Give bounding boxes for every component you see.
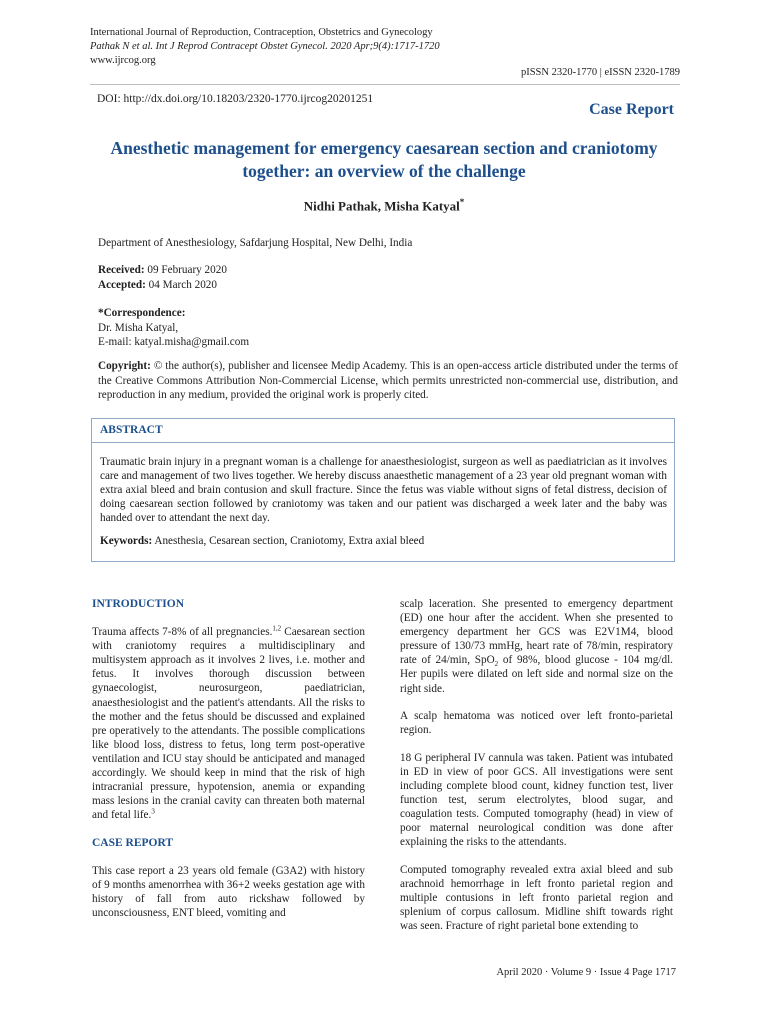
keywords-list: Anesthesia, Cesarean section, Craniotomy, Extra axial bleed [152,535,425,547]
correspondence-name: Dr. Misha Katyal, [98,321,179,334]
intro-text-a: Trauma affects 7-8% of all pregnancies. [92,626,273,639]
journal-header [90,26,440,68]
copyright-label: Copyright: [98,360,151,372]
reference-marker[interactable]: 1,2 [272,624,282,633]
abstract-divider [92,442,674,443]
accepted-date: 04 March 2020 [145,278,217,291]
abstract-heading: ABSTRACT [100,424,163,436]
dates [98,263,678,292]
authors [0,197,768,214]
case-report-paragraph [400,597,673,696]
received-date: 09 February 2020 [144,264,227,276]
intro-text-b: Caesarean section with craniotomy requires a multidisciplinary and multisystem approach as it involves 2 lives, i.e. mother and fetus. It involves thorough discussion between gynaecologist, neurosurgeon, paediatrician, anaesthesiologist and the patient's attendants. All the risks to the mother and the fetus should be discussed and explained pre operatively to the attendants. The possible complications like blood loss, distress to fetus, long term post-operative ventilation and ICU stay should be anticipated and managed accordingly. We should keep in mind that the risk of high intracranial pressure, hypotension, anemia or expanding mass lesions in the cranial cavity can threaten both maternal and fetal life. [92,626,365,822]
article-title: Anesthetic management for emergency caesarean section and craniotomy together: an overview of the challenge [110,138,658,181]
copyright [98,359,678,403]
case-text-b: of 98%, blood glucose - 104 mg/dl. Her pupils were dilated on left side and normal size on the right side. [400,654,673,695]
introduction-heading: INTRODUCTION [92,598,185,610]
copyright-text: © the author(s), publisher and licensee Medip Academy. This is an open-access article distributed under the terms of the Creative Commons Attribution Non-Commercial License, which permits unrestricted non-commercial use, distribution, and reproduction in any medium, provided the original work is properly cited. [98,360,678,401]
keywords-label: Keywords: [100,535,153,547]
correspondence [98,306,678,350]
accepted-label: Accepted: [98,278,146,291]
case-report-paragraph: Computed tomography revealed extra axial bleed and sub arachnoid hemorrhage in left fronto parietal region and multiple contusions in left fronto parietal region and splenium of corpus callosum. Midline shift towards right was seen. Fracture of right parietal bone extending to [400,864,673,933]
case-report-paragraph: This case report a 23 years old female (G3A2) with history of 9 months amenorrhea with 36+2 weeks gestation age with history of fall from auto rickshaw followed by unconsciousness, ENT bleed, vomiting and [92,865,365,920]
journal-website[interactable]: www.ijrcog.org [90,55,156,66]
correspondence-label: *Correspondence: [98,307,186,319]
page-footer: April 2020 · Volume 9 · Issue 4 Page 1717 [496,967,676,978]
left-column [92,597,365,934]
subscript: 2 [494,660,499,669]
case-report-paragraph: 18 G peripheral IV cannula was taken. Patient was intubated in ED in view of poor GCS. All investigations were sent including complete blood count, kidney function test, liver function test, serum electrolytes, blood sugar, and coagulation tests. Computed tomography (head) in view of poor maternal neurological condition was done after explaining the risks to the attendants. [400,751,673,849]
journal-name: International Journal of Reproduction, Contraception, Obstetrics and Gynecology [90,27,433,38]
received-label: Received: [98,264,145,276]
doi-link[interactable]: DOI: http://dx.doi.org/10.18203/2320-1770.ijrcog20201251 [97,93,374,105]
abstract-box [91,418,675,562]
case-report-paragraph: A scalp hematoma was noticed over left fronto-parietal region. [400,710,673,737]
corresponding-marker: * [459,197,465,207]
author-names: Nidhi Pathak, Misha Katyal [303,198,460,214]
case-report-heading: CASE REPORT [92,836,174,849]
header-divider [90,84,680,85]
correspondence-email[interactable]: E-mail: katyal.misha@gmail.com [98,336,250,348]
keywords [100,535,667,547]
reference-marker[interactable]: 3 [151,807,155,816]
right-column [400,597,673,947]
citation: Pathak N et al. Int J Reprod Contracept Obstet Gynecol. 2020 Apr;9(4):1717-1720 [90,41,440,52]
case-text-a: scalp laceration. She presented to emergency department (ED) one hour after the accident. When she presented to emergency department her GCS was E2V1M4, blood pressure of 130/73 mmHg, heart rate of 78/min, respiratory rate of 24/min, SpO [400,598,673,667]
issn: pISSN 2320-1770 | eISSN 2320-1789 [520,67,680,78]
affiliation: Department of Anesthesiology, Safdarjung Hospital, New Delhi, India [98,237,413,249]
introduction-paragraph [92,625,365,822]
abstract-text: Traumatic brain injury in a pregnant woman is a challenge for anaesthesiologist, surgeon as well as paediatrician as it involves care and management of two lives together. We hereby discuss anaesthetic management of a 23 year old pregnant woman with extra axial bleed and brain contusion and skull fracture. Since the fetus was viable without signs of fetal distress, decision of doing caesarean section followed by craniotomy was taken and our patient was discharged a week later and the baby was handed over to attendant the next day. [100,456,667,524]
article-type: Case Report [589,101,674,118]
